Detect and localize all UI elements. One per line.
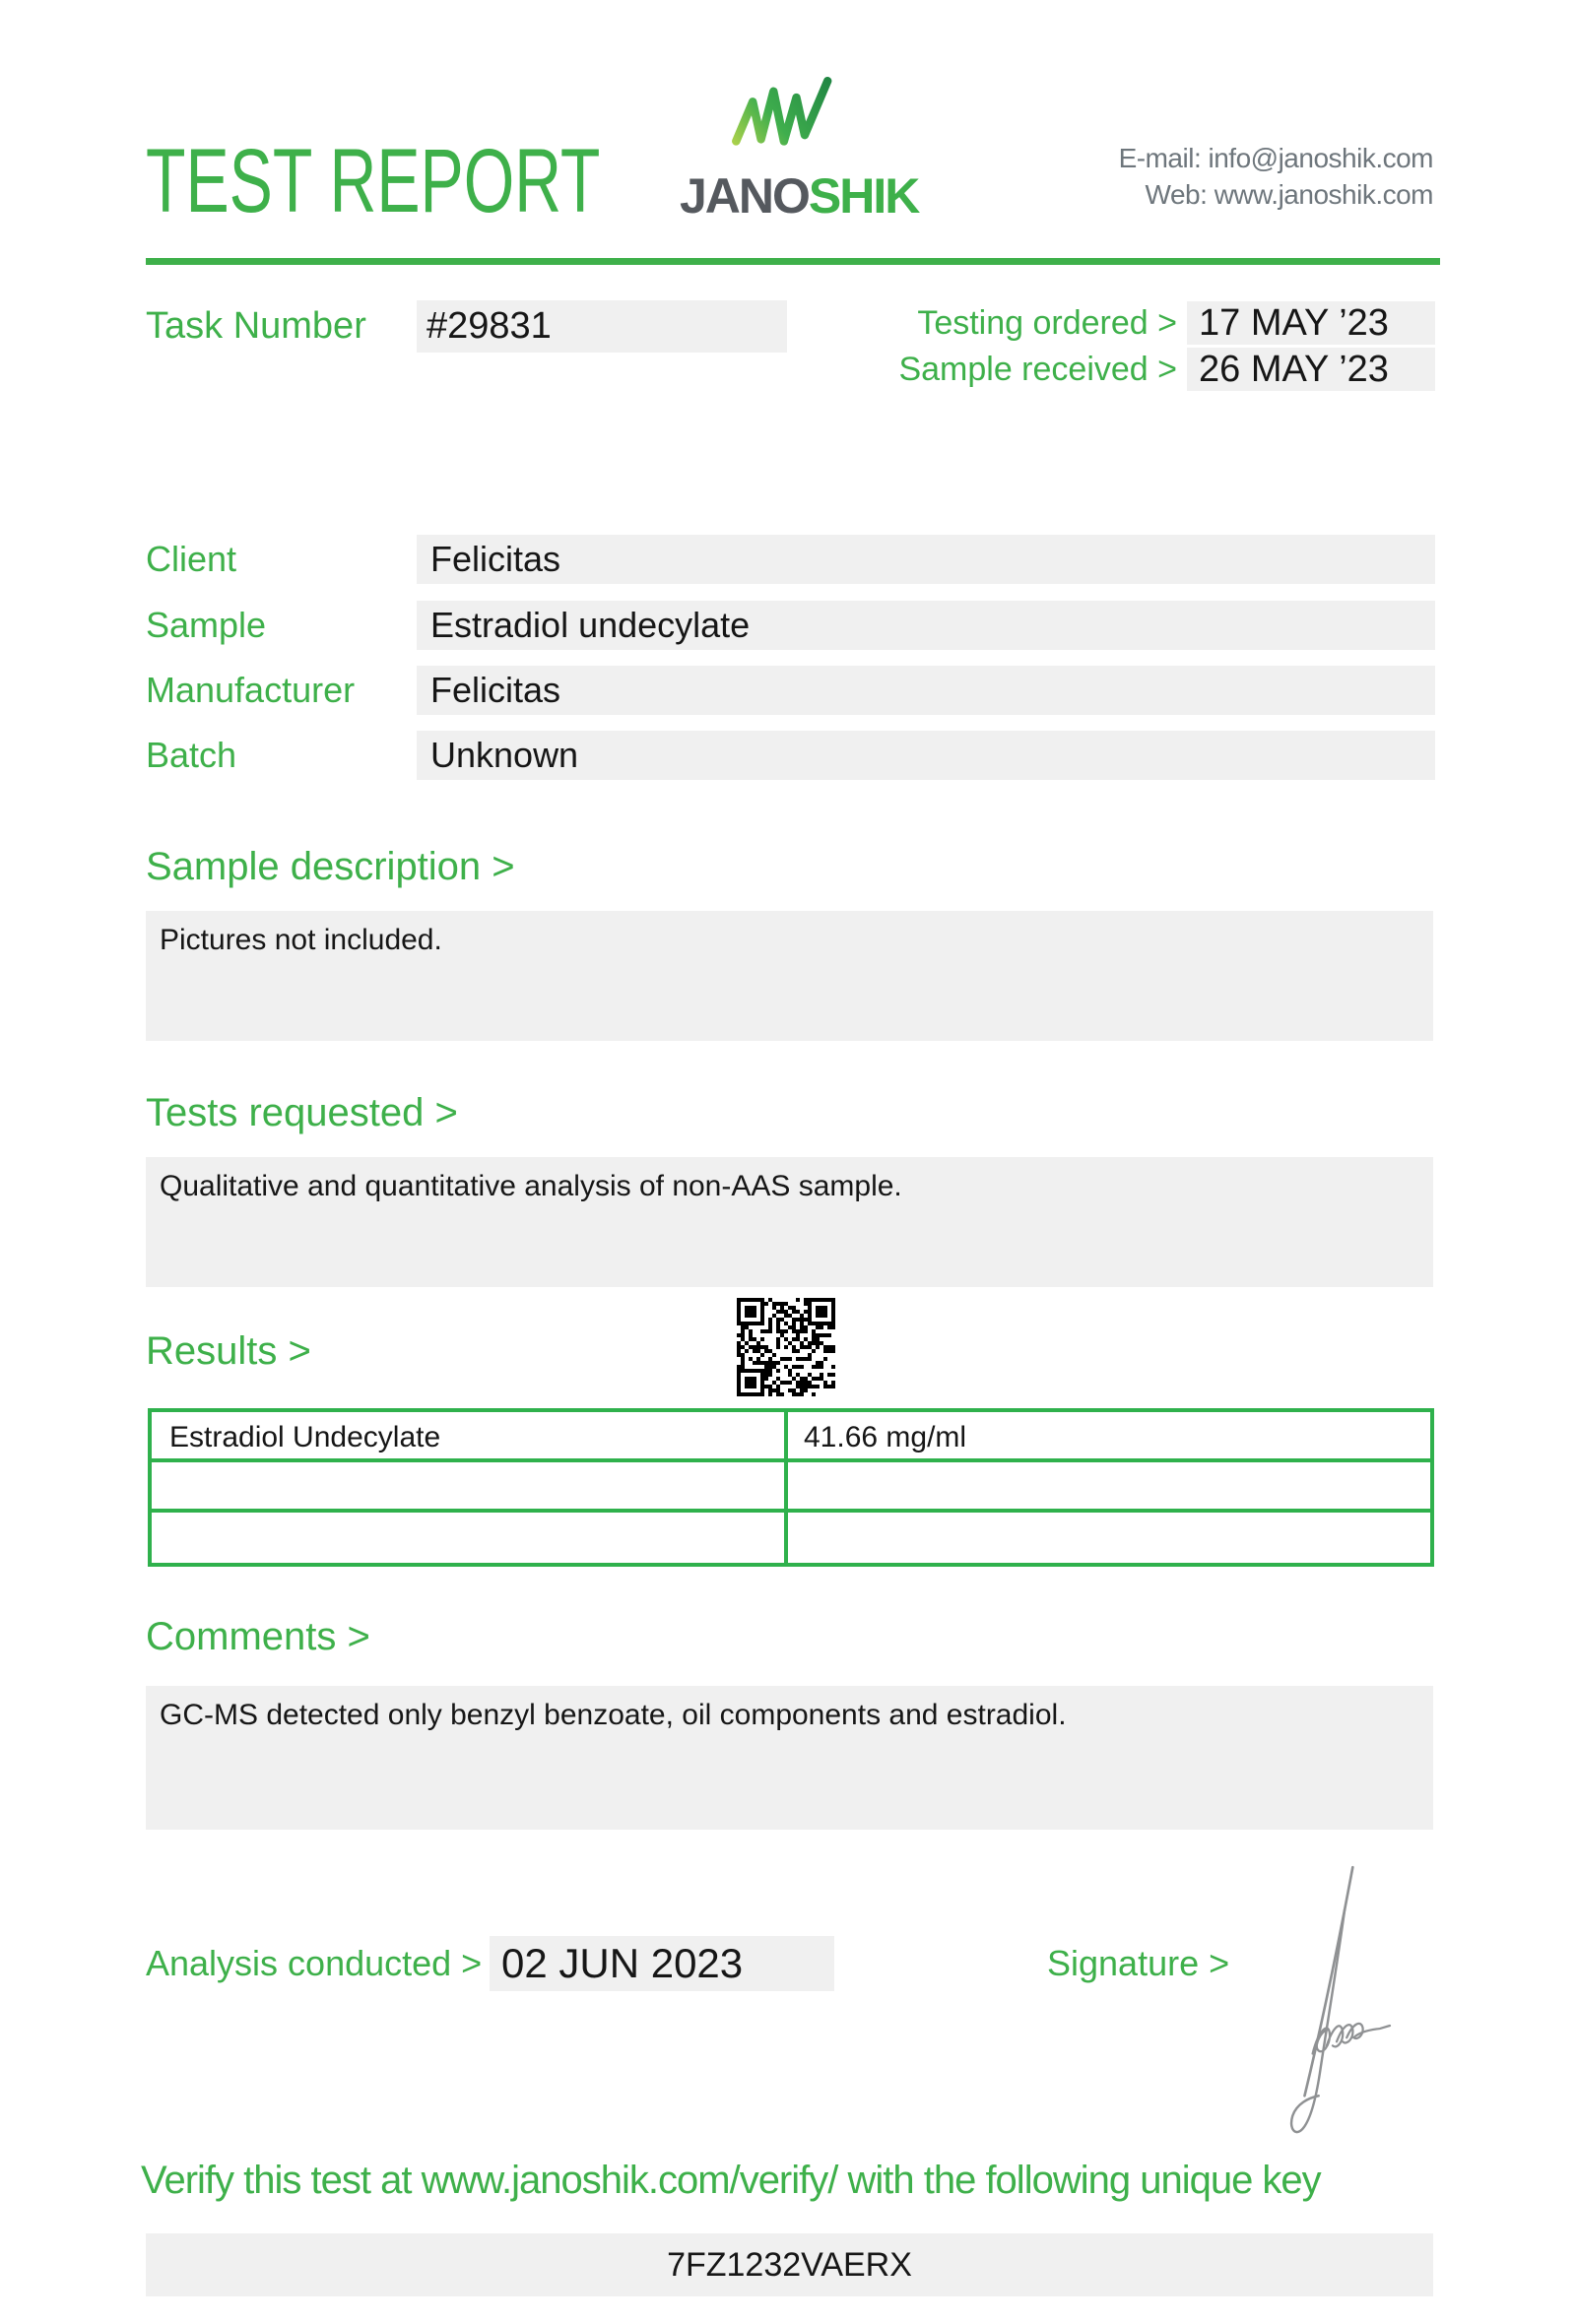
- tests-requested-box: Qualitative and quantitative analysis of non-AAS sample.: [146, 1157, 1433, 1287]
- result-value: [788, 1513, 1430, 1563]
- logo-text-shik: SHIK: [808, 168, 919, 224]
- contact-email-label: E-mail:: [1118, 143, 1202, 173]
- sample-description-box: Pictures not included.: [146, 911, 1433, 1041]
- client-box: Felicitas: [417, 535, 1435, 584]
- signature-label: Signature >: [1047, 1943, 1230, 1983]
- analysis-conducted-box: 02 JUN 2023: [490, 1936, 834, 1991]
- contact-email: [1119, 140, 1433, 176]
- unique-key-box: 7FZ1232VAERX: [146, 2233, 1433, 2296]
- signature-image: [1271, 1857, 1399, 2138]
- result-name: [152, 1462, 788, 1509]
- qr-code: [737, 1298, 837, 1396]
- header-rule: [146, 258, 1440, 265]
- sample-label: Sample: [146, 605, 267, 645]
- contact-web-label: Web:: [1145, 179, 1208, 210]
- report-title: TEST REPORT: [146, 131, 601, 231]
- contact-web-value: www.janoshik.com: [1214, 179, 1433, 210]
- logo-text-jano: JANO: [680, 168, 809, 224]
- comments-heading: Comments >: [146, 1615, 370, 1658]
- result-name: [152, 1513, 788, 1563]
- analysis-conducted-label: Analysis conducted >: [146, 1943, 483, 1983]
- sample-box: Estradiol undecylate: [417, 601, 1435, 650]
- manufacturer-label: Manufacturer: [146, 670, 356, 710]
- batch-label: Batch: [146, 735, 237, 775]
- client-label: Client: [146, 539, 237, 579]
- testing-ordered-box: 17 MAY ’23: [1187, 301, 1435, 345]
- tests-requested-heading: Tests requested >: [146, 1091, 458, 1134]
- results-row: [152, 1513, 1430, 1563]
- comments-box: GC-MS detected only benzyl benzoate, oil components and estradiol.: [146, 1686, 1433, 1830]
- contact-web: [1119, 176, 1433, 213]
- results-table: [148, 1408, 1434, 1567]
- results-heading: Results >: [146, 1329, 311, 1373]
- contact-email-value: info@janoshik.com: [1208, 143, 1433, 173]
- task-number-box: #29831: [417, 300, 787, 353]
- result-name: Estradiol Undecylate: [152, 1412, 788, 1458]
- results-row: [152, 1462, 1430, 1513]
- task-number-label: Task Number: [146, 305, 366, 347]
- logo-chart-icon: [729, 77, 845, 170]
- result-value: [788, 1462, 1430, 1509]
- results-row: [152, 1412, 1430, 1462]
- logo-text: [680, 167, 919, 225]
- sample-received-label: Sample received >: [898, 351, 1177, 388]
- manufacturer-box: Felicitas: [417, 666, 1435, 715]
- result-value: 41.66 mg/ml: [804, 1421, 967, 1453]
- contact-block: [1119, 140, 1433, 213]
- verify-text: Verify this test at www.janoshik.com/verify/ with the following unique key: [141, 2159, 1321, 2202]
- sample-description-heading: Sample description >: [146, 845, 515, 888]
- testing-ordered-label: Testing ordered >: [917, 304, 1177, 342]
- sample-received-box: 26 MAY ’23: [1187, 348, 1435, 391]
- batch-box: Unknown: [417, 731, 1435, 780]
